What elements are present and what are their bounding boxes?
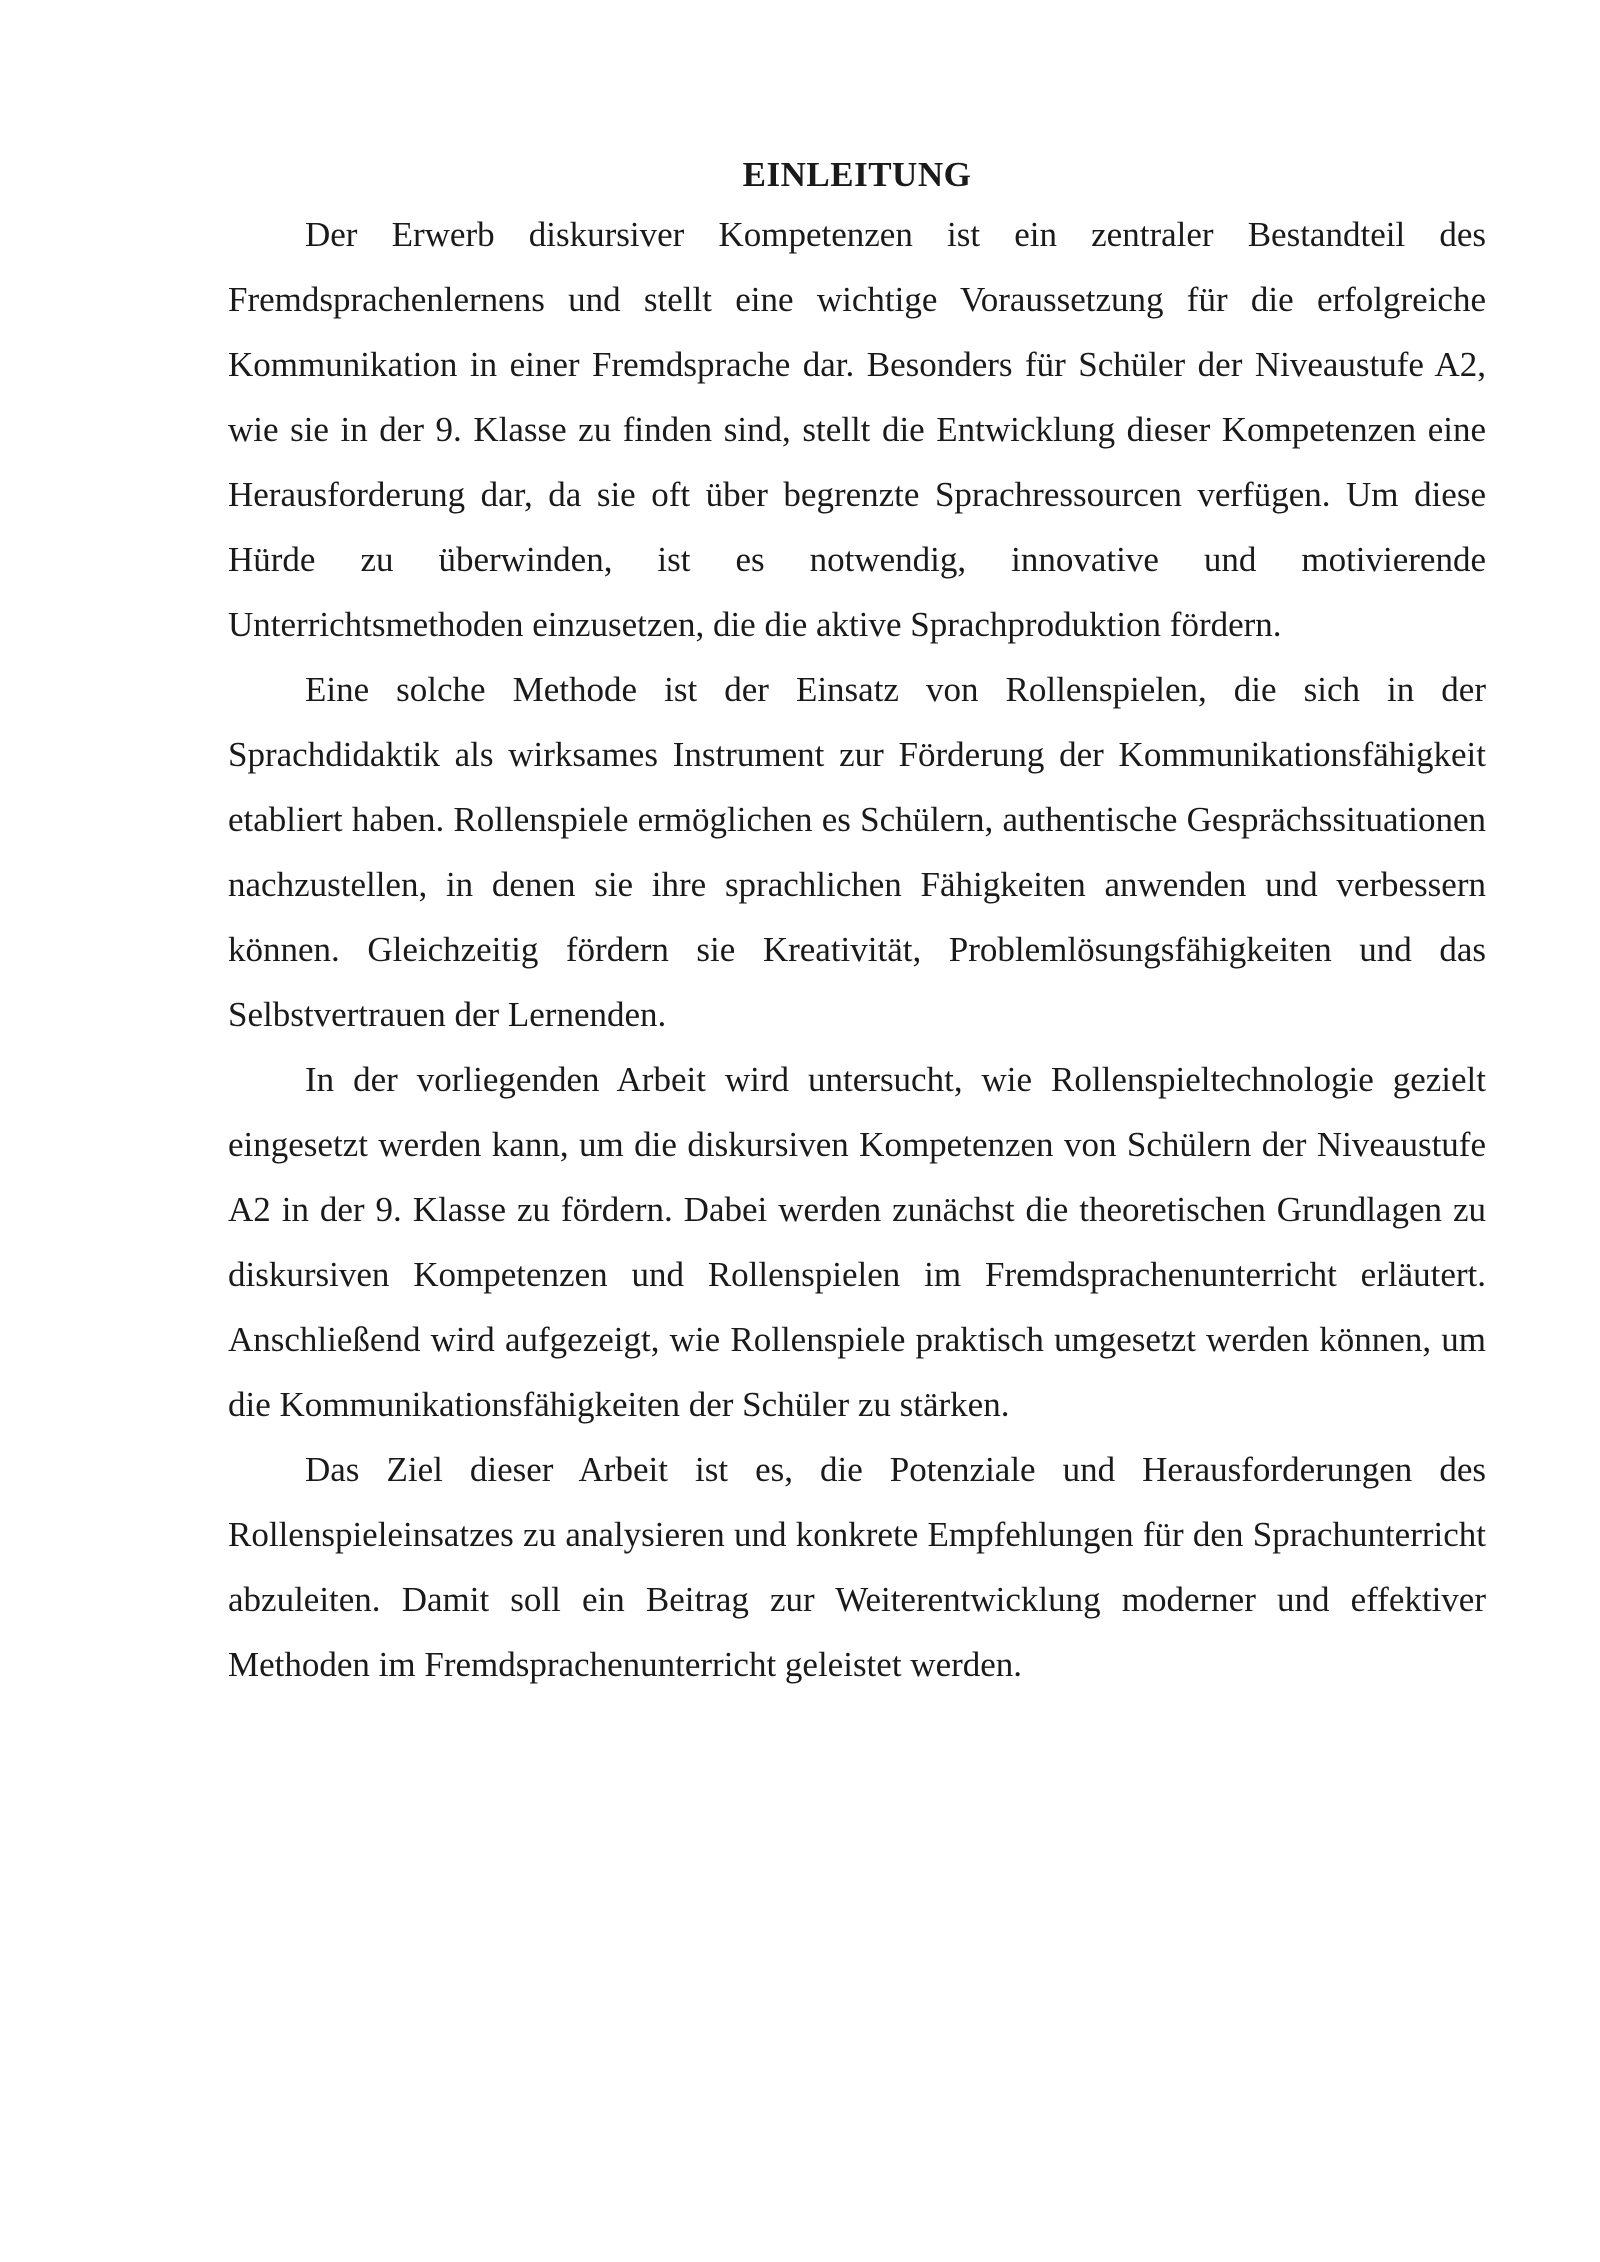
document-body <box>228 148 1486 1697</box>
paragraph-2: Eine solche Methode ist der Einsatz von Rollenspielen, die sich in der Sprachdidaktik als wirksames Instrument zur Förderung der Kommunikationsfähigkeit etabliert haben. Rollenspiele ermöglichen es Schülern, authentische Gesprächssituationen nachzustellen, in denen sie ihre sprachlichen Fähigkeiten anwenden und verbessern können. Gleichzeitig fördern sie Kreativität, Problemlösungsfähigkeiten und das Selbstvertrauen der Lernenden. <box>228 670 1486 1034</box>
paragraph-1: Der Erwerb diskursiver Kompetenzen ist ein zentraler Bestandteil des Fremdsprachenlernens und stellt eine wichtige Voraussetzung für die erfolgreiche Kommunikation in einer Fremdsprache dar. Besonders für Schüler der Niveaustufe A2, wie sie in der 9. Klasse zu finden sind, stellt die Entwicklung dieser Kompetenzen eine Herausforderung dar, da sie oft über begrenzte Sprachressourcen verfügen. Um diese Hürde zu überwinden, ist es notwendig, innovative und motivierende Unterrichtsmethoden einzusetzen, die die aktive Sprachproduktion fördern. <box>228 215 1486 644</box>
paragraph-4: Das Ziel dieser Arbeit ist es, die Potenziale und Herausforderungen des Rollenspieleinsatzes zu analysieren und konkrete Empfehlungen für den Sprachunterricht abzuleiten. Damit soll ein Beitrag zur Weiterentwicklung moderner und effektiver Methoden im Fremdsprachenunterricht geleistet werden. <box>228 1450 1486 1684</box>
paragraph-3: In der vorliegenden Arbeit wird untersucht, wie Rollenspieltechnologie gezielt eingesetzt werden kann, um die diskursiven Kompetenzen von Schülern der Niveaustufe A2 in der 9. Klasse zu fördern. Dabei werden zunächst die theoretischen Grundlagen zu diskursiven Kompetenzen und Rollenspielen im Fremdsprachenunterricht erläutert. Anschließend wird aufgezeigt, wie Rollenspiele praktisch umgesetzt werden können, um die Kommunikationsfähigkeiten der Schüler zu stärken. <box>228 1060 1486 1424</box>
section-title: EINLEITUNG <box>742 155 972 194</box>
